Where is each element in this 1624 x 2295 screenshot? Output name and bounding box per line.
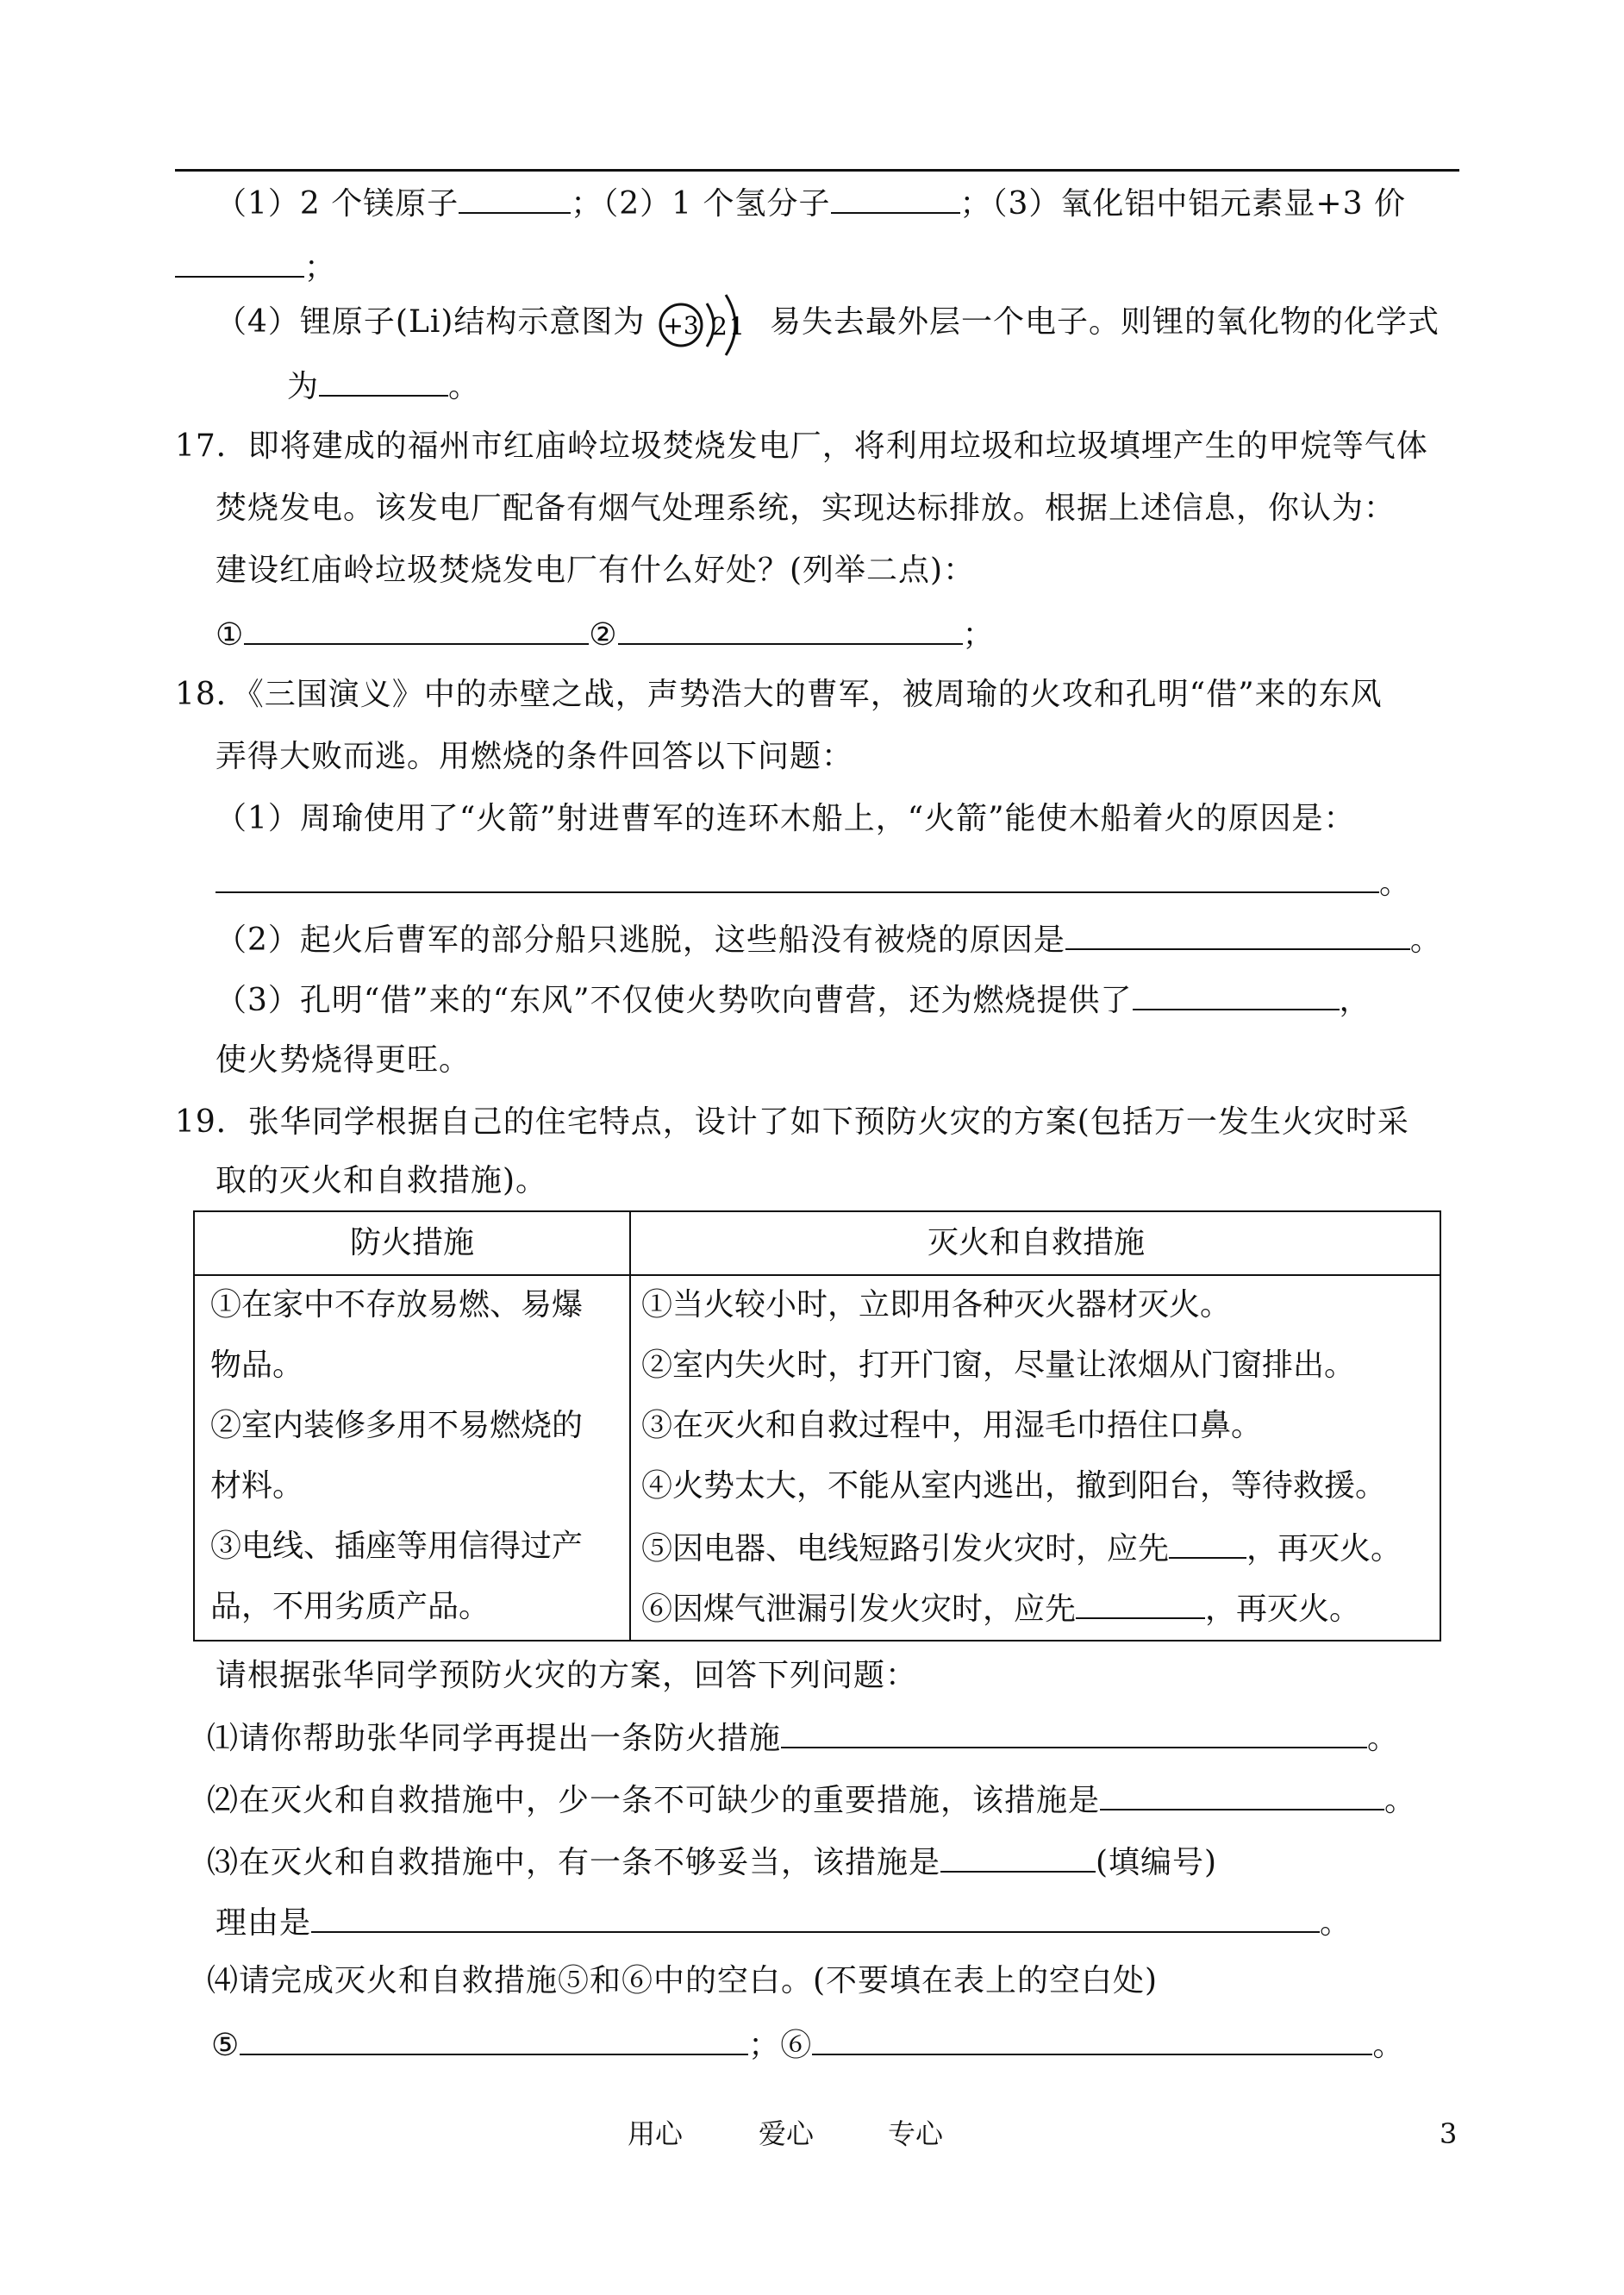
footer-word-1: 用心 (628, 2117, 684, 2150)
q16-part2-text: ；（2）1 个氢分子 (571, 186, 831, 222)
circled-number-5: ⑤ (211, 2028, 240, 2063)
answer-blank[interactable] (311, 1900, 1320, 1933)
q19-sub3-reason (215, 1900, 1352, 1944)
table-cell-line: 品，不用劣质产品。 (210, 1589, 490, 1624)
q19-prompt: 请根据张华同学预防火灾的方案，回答下列问题： (215, 1658, 918, 1693)
table-cell-text: ⑤因电器、电线短路引发火灾时，应先 (641, 1531, 1170, 1566)
punctuation: ； (304, 250, 337, 285)
table-header-rescue: 灭火和自救措施 (927, 1225, 1145, 1260)
q19-line2: 取的灭火和自救措施)。 (215, 1163, 548, 1198)
punctuation: 。 (1379, 866, 1412, 901)
q19-sub1 (207, 1716, 1399, 1760)
q18-line6 (215, 978, 1371, 1022)
q16-part4-text: （4）锂原子(Li)结构示意图为 (215, 304, 646, 340)
answer-blank[interactable] (459, 181, 571, 214)
q16-line2 (175, 245, 336, 289)
q17-line1: 17．即将建成的福州市红庙岭垃圾焚烧发电厂，将利用垃圾和垃圾填埋产生的甲烷等气体 (175, 428, 1428, 464)
q19-sub1-text: ⑴请你帮助张华同学再提出一条防火措施 (207, 1721, 782, 1756)
table-cell-line: ④火势太大，不能从室内逃出，撤到阳台，等待救援。 (641, 1468, 1387, 1504)
answer-blank[interactable] (781, 1716, 1367, 1748)
answer-blank[interactable] (1065, 917, 1410, 950)
atom-shell1-count: 2 (712, 312, 728, 341)
table-cell-line: ②室内失火时，打开门窗，尽量让浓烟从门窗排出。 (641, 1348, 1356, 1383)
footer-word-2: 爱心 (759, 2117, 815, 2150)
q19-sub3-note: (填编号) (1096, 1845, 1218, 1880)
circled-number-6: ⑥ (780, 2028, 813, 2063)
q17-line3: 建设红庙岭垃圾焚烧发电厂有什么好处？(列举二点)： (215, 553, 976, 588)
q16-part5-text: 易失去最外层一个电子。则锂的氧化物的化学式 (770, 304, 1440, 340)
answer-blank[interactable] (1133, 978, 1340, 1010)
table-cell-line: ①当火较小时，立即用各种灭火器材灭火。 (641, 1287, 1232, 1323)
q16-line4 (287, 364, 480, 408)
top-rule (175, 169, 1459, 172)
table-blank (1076, 1586, 1205, 1619)
atom-nucleus-charge: +3 (663, 311, 699, 340)
table-cell-line: 物品。 (210, 1348, 304, 1383)
answer-blank[interactable] (831, 181, 960, 214)
table-cell-line: 材料。 (210, 1468, 304, 1504)
q19-sub2 (207, 1778, 1416, 1822)
table-header-prevention: 防火措施 (349, 1225, 474, 1260)
table-cell-line: ③在灭火和自救过程中，用湿毛巾捂住口鼻。 (641, 1408, 1263, 1443)
punctuation: 。 (1409, 922, 1442, 958)
punctuation: 。 (1367, 1721, 1400, 1756)
table-cell-text: ，再灭火。 (1205, 1591, 1361, 1627)
q16-line1 (215, 181, 1406, 225)
q19-sub4: ⑷请完成灭火和自救措施⑤和⑥中的空白。(不要填在表上的空白处) (207, 1963, 1159, 1998)
punctuation: 。 (1320, 1905, 1352, 1941)
q19-sub3 (207, 1840, 1217, 1884)
punctuation: 。 (1372, 2028, 1405, 2063)
punctuation: 。 (448, 369, 481, 404)
answer-blank[interactable] (175, 245, 304, 278)
q18-part2-text: （2）起火后曹军的部分船只逃脱，这些船没有被烧的原因是 (215, 922, 1065, 958)
table-cell-line (641, 1586, 1360, 1630)
fire-prevention-table (193, 1210, 1441, 1642)
table-divider-horizontal (195, 1274, 1440, 1276)
q16-line3a (215, 302, 645, 343)
answer-blank[interactable] (240, 2023, 748, 2055)
q19-sub2-text: ⑵在灭火和自救措施中，少一条不可缺少的重要措施，该措施是 (207, 1783, 1101, 1818)
punctuation: ， (1339, 983, 1371, 1018)
q18-line7: 使火势烧得更旺。 (215, 1042, 472, 1078)
q18-line5 (215, 917, 1442, 961)
table-cell-line (641, 1526, 1402, 1570)
q19-line1: 19．张华同学根据自己的住宅特点，设计了如下预防火灾的方案(包括万一发生火灾时采 (175, 1104, 1409, 1140)
answer-blank[interactable] (618, 612, 963, 645)
answer-blank[interactable] (244, 612, 589, 645)
answer-blank[interactable] (1100, 1778, 1384, 1810)
q18-line2: 弄得大败而逃。用燃烧的条件回答以下问题： (215, 739, 854, 774)
q19-sub3-text: ⑶在灭火和自救措施中，有一条不够妥当，该措施是 (207, 1845, 941, 1880)
lithium-atom-diagram-icon (655, 286, 750, 364)
q18-line4 (215, 860, 1411, 904)
table-cell-text: ，再灭火。 (1246, 1531, 1402, 1566)
q17-answers (215, 612, 995, 656)
punctuation: 。 (1384, 1783, 1417, 1818)
q16-part1-text: （1）2 个镁原子 (215, 186, 459, 222)
q16-part6-text: 为 (287, 369, 320, 404)
q17-line2: 焚烧发电。该发电厂配备有烟气处理系统，实现达标排放。根据上述信息，你认为： (215, 491, 1396, 526)
q19-sub4-answers (211, 2023, 1404, 2067)
footer-word-3: 专心 (888, 2117, 944, 2150)
q16-line3b (770, 302, 1440, 343)
page-number: 3 (1440, 2117, 1458, 2150)
table-divider-vertical (629, 1212, 631, 1640)
answer-blank[interactable] (812, 2023, 1372, 2055)
punctuation: ； (962, 617, 995, 653)
q19-reason-label: 理由是 (215, 1905, 312, 1941)
answer-blank[interactable] (319, 364, 448, 397)
punctuation: ； (748, 2028, 781, 2063)
table-cell-text: ⑥因煤气泄漏引发火灾时，应先 (641, 1591, 1077, 1627)
answer-blank[interactable] (215, 860, 1379, 893)
q18-line3: （1）周瑜使用了“火箭”射进曹军的连环木船上，“火箭”能使木船着火的原因是： (215, 801, 1356, 836)
table-cell-line: ①在家中不存放易燃、易爆 (210, 1287, 584, 1323)
table-blank (1169, 1526, 1246, 1559)
answer-blank[interactable] (940, 1840, 1096, 1873)
q18-line1: 18．《三国演义》中的赤壁之战，声势浩大的曹军，被周瑜的火攻和孔明“借”来的东风 (175, 677, 1383, 712)
circled-number-1: ① (215, 617, 245, 653)
circled-number-2: ② (589, 617, 618, 653)
atom-shell2-count: 1 (729, 312, 745, 341)
q18-part3-text: （3）孔明“借”来的“东风”不仅使火势吹向曹营，还为燃烧提供了 (215, 983, 1133, 1018)
table-cell-line: ②室内装修多用不易燃烧的 (210, 1408, 584, 1443)
table-cell-line: ③电线、插座等用信得过产 (210, 1529, 584, 1564)
q16-part3-text: ；（3）氧化铝中铝元素显+3 价 (959, 186, 1406, 222)
